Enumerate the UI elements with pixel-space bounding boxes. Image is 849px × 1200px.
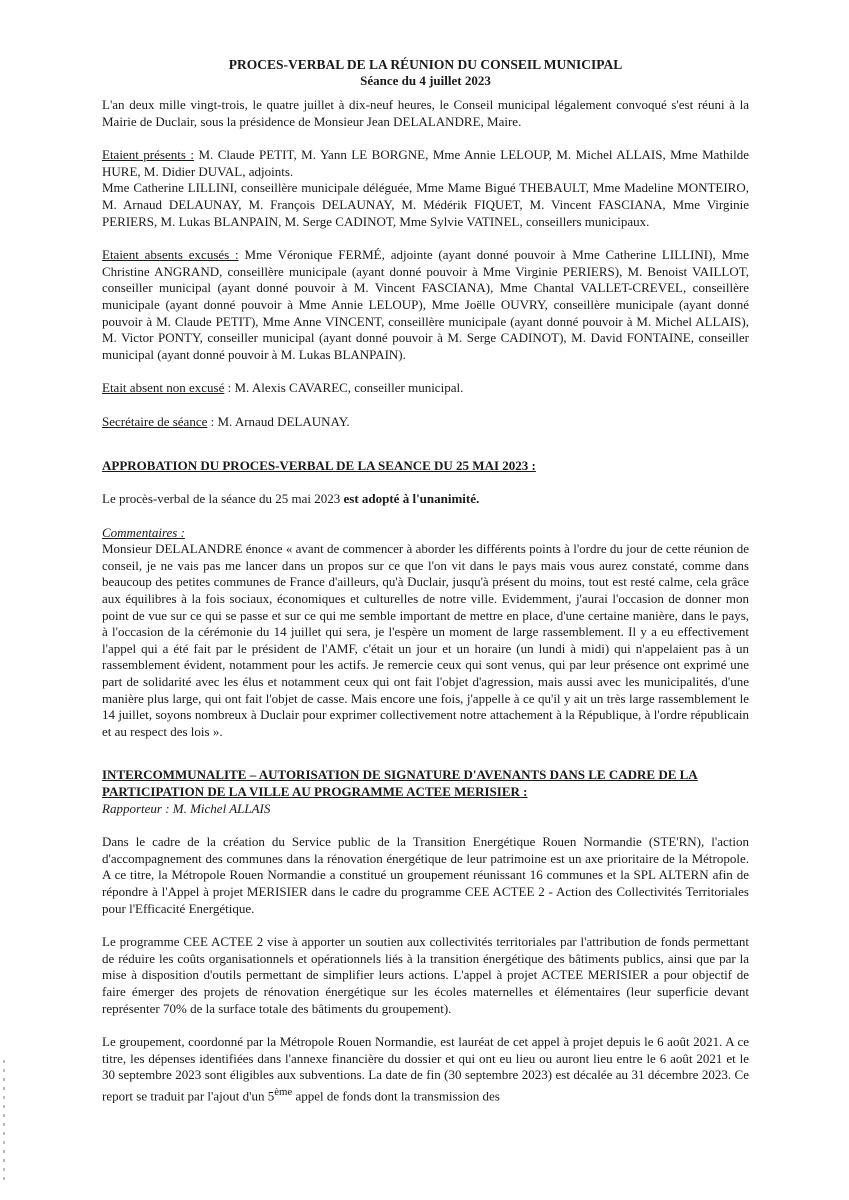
comments-paragraph: Monsieur DELALANDRE énonce « avant de commencer à aborder les différents points à l'ordre du jour de cette réunion de conseil, je ne vais pas me lancer dans un propos sur ce que l'on vit dans le pays mais vous aurez constaté, comme dans beaucoup des petites communes de France d'ailleurs, qu'à Duclair, jusqu'à présent du moins, tout est resté calme, cela grâce aux équilibres à la fois sociaux, économiques et culturelles de notre ville. Evidemment, j'aurai l'occasion de donner mon point de vue sur ce qui se passe et sur ce qui me semble important de mettre en place, d'une certaine manière, dans le pays, à l'occasion de la cérémonie du 14 juillet qui sera, je l'espère un moment de large rassemblement. Il y a eu effectivement l'appel qui a été fait par le président de l'AMF, c'était un jour et un horaire (un lundi à midi) qui n'appelaient pas à un rassemblement évident, notamment pour les actifs. Je remercie ceux qui sont venus, qui par leur présence ont exprimé une part de solidarité avec les élus et notamment ceux qui ont fait l'objet d'agression, mais aussi avec les municipalités, d'une manière plus large, qui ont fait l'objet de casse. Mais encore une fois, j'appelle à ce qu'il y ait un très large rassemblement le 14 juillet, soyons nombreux à Duclair pour exprimer collectivement notre attachement à la République, à l'ordre républicain et au respect des lois ». (102, 541, 749, 739)
absent-non-excuse-text: : M. Alexis CAVAREC, conseiller municipal. (224, 380, 464, 396)
secretaire-label: Secrétaire de séance (102, 413, 208, 429)
approbation-text: Le procès-verbal de la séance du 25 mai 2023 (102, 491, 344, 507)
rapporteur-line: Rapporteur : M. Michel ALLAIS (102, 800, 271, 816)
presents-label: Etaient présents : (102, 147, 194, 163)
absent-non-excuse-label: Etait absent non excusé (102, 380, 225, 396)
document-subtitle: Séance du 4 juillet 2023 (360, 73, 491, 88)
secretaire-paragraph (102, 414, 749, 431)
actee-paragraph-3-end: appel de fonds dont la transmission des (292, 1088, 500, 1104)
intro-paragraph: L'an deux mille vingt-trois, le quatre juillet à dix-neuf heures, le Conseil municipal légalement convoqué s'est réuni à la Mairie de Duclair, sous la présidence de Monsieur Jean DELALANDRE, Maire. (102, 97, 749, 129)
section-heading-approbation: APPROBATION DU PROCES-VERBAL DE LA SEANCE DU 25 MAI 2023 : (102, 457, 536, 473)
absents-excuses-paragraph (102, 247, 749, 363)
approbation-paragraph (102, 491, 749, 508)
presents-conseillers: Mme Catherine LILLINI, conseillère municipale déléguée, Mme Mame Bigué THEBAULT, Mme Madeline MONTEIRO, M. Arnaud DELAUNAY, M. François DELAUNAY, M. Médérik FIQUET, M. Vincent FASCIANA, Mme Virginie PERIERS, M. Lukas BLANPAIN, M. Serge CADINOT, Mme Sylvie VATINEL, conseillers municipaux. (102, 180, 749, 229)
actee-paragraph-2: Le programme CEE ACTEE 2 vise à apporter un soutien aux collectivités territoriales par l'attribution de fonds permettant de réduire les coûts organisationnels et opérationnels liés à la transition énergétique des bâtiments publics, ainsi que par la mise à disposition d'outils permettant de simplifier leurs actions. L'appel à projet ACTEE MERISIER a pour objectif de faire émerger des projets de rénovation énergétique sur les écoles maternelles et élémentaires (leur superficie devant représenter 70% de la surface totale des bâtiments du groupement). (102, 934, 749, 1016)
section-heading-intercommunalite: INTERCOMMUNALITE – AUTORISATION DE SIGNATURE D'AVENANTS DANS LE CADRE DE LA PARTICIPATION DE LA VILLE AU PROGRAMME ACTEE MERISIER : (102, 767, 698, 799)
ordinal-superscript: ème (274, 1085, 293, 1098)
comments-label: Commentaires : (102, 524, 185, 540)
absent-non-excuse-paragraph (102, 380, 749, 397)
actee-paragraph-1: Dans le cadre de la création du Service public de la Transition Energétique Rouen Normandie (STE'RN), l'action d'accompagnement des communes dans la rénovation énergétique de leur patrimoine est un axe prioritaire de la Métropole. A ce titre, la Métropole Rouen Normandie a constitué un groupement réunissant 16 communes et la SPL ALTERN afin de répondre à l'Appel à projet MERISIER dans le cadre du programme CEE ACTEE 2 - Action des Collectivités Territoriales pour l'Efficacité Energétique. (102, 834, 749, 916)
approbation-result: est adopté à l'unanimité. (343, 491, 480, 507)
absents-excuses-text: Mme Véronique FERMÉ, adjointe (ayant donné pouvoir à Mme Catherine LILLINI), Mme Christine ANGRAND, conseillère municipale (ayant donné pouvoir à Mme Virginie PERIERS), M. Benoist VAILLOT, conseiller municipal (ayant donné pouvoir à M. Vincent FASCIANA), Mme Chantal VALLET-CREVEL, conseillère municipale (ayant donné pouvoir à Mme Annie LELOUP), Mme Joëlle OUVRY, conseillère municipale (ayant donné pouvoir à M. Claude PETIT), Mme Anne VINCENT, conseillère municipale (ayant donné pouvoir à M. Michel ALLAIS), M. Victor PONTY, conseiller municipal (ayant donné pouvoir à M. Serge CADINOT), M. David FONTAINE, conseiller municipal (ayant donné pouvoir à M. Lukas BLANPAIN). (102, 247, 749, 362)
actee-paragraph-3-start: Le groupement, coordonné par la Métropole Rouen Normandie, est lauréat de cet appel à projet depuis le 6 août 2021. A ce titre, les dépenses identifiées dans l'annexe financière du dossier et qui ont eu lieu ou auront lieu entre le 6 août 2021 et le 30 septembre 2023 sont éligibles aux subventions. La date de fin (30 septembre 2023) est décalée au 31 décembre 2023. Ce report se traduit par l'ajout d'un 5 (102, 1034, 749, 1104)
document-title: PROCES-VERBAL DE LA RÉUNION DU CONSEIL MUNICIPAL (228, 57, 623, 72)
presents-text: M. Claude PETIT, M. Yann LE BORGNE, Mme Annie LELOUP, M. Michel ALLAIS, Mme Mathilde HURE, M. Didier DUVAL, adjoints. (102, 147, 750, 179)
presents-paragraph (102, 147, 749, 180)
actee-paragraph-3 (102, 1034, 749, 1105)
absents-excuses-label: Etaient absents excusés : (102, 247, 239, 263)
secretaire-text: : M. Arnaud DELAUNAY. (207, 413, 350, 429)
scan-margin-marks (3, 1060, 5, 1180)
